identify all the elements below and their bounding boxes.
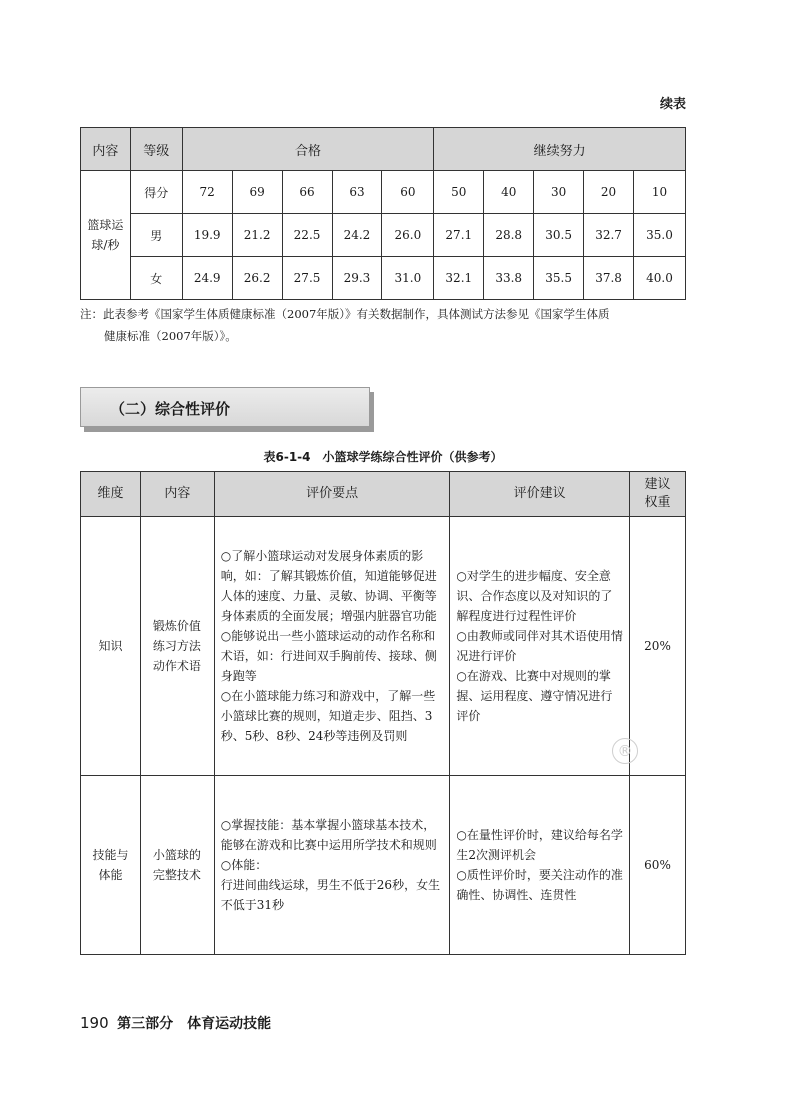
suggestion-item: ○质性评价时，要关注动作的准确性、协调性、连贯性 — [456, 868, 623, 902]
female-cell: 33.8 — [484, 257, 534, 300]
dimension-line2: 体能 — [98, 868, 123, 882]
page-footer — [80, 1013, 271, 1033]
header-weight-line2: 权重 — [644, 495, 671, 510]
content-knowledge — [140, 517, 214, 776]
male-cell: 24.2 — [332, 214, 382, 257]
point-item: ○掌握技能：基本掌握小篮球基本技术，能够在游戏和比赛中运用所学技术和规则 — [220, 818, 437, 852]
female-cell: 26.2 — [232, 257, 282, 300]
dimension-line1: 技能与 — [92, 848, 129, 862]
score-cell: 40 — [484, 171, 534, 214]
points-knowledge — [214, 517, 450, 776]
male-cell: 28.8 — [484, 214, 534, 257]
male-cell: 27.1 — [434, 214, 484, 257]
score-cell: 20 — [584, 171, 634, 214]
content-line: 练习方法 — [152, 639, 201, 653]
female-cell: 37.8 — [584, 257, 634, 300]
score-cell: 10 — [634, 171, 686, 214]
points-skill — [214, 776, 450, 955]
male-cell: 35.0 — [634, 214, 686, 257]
evaluation-table — [80, 471, 686, 955]
header-weight — [630, 472, 686, 517]
header-content: 内容 — [140, 472, 214, 517]
header-dimension: 维度 — [81, 472, 141, 517]
male-cell: 22.5 — [282, 214, 332, 257]
header-pass: 合格 — [182, 128, 434, 171]
score-cell: 66 — [282, 171, 332, 214]
row-label-line2: 球/秒 — [91, 238, 120, 252]
table-caption: 表6-1-4 小篮球学练综合性评价（供参考） — [263, 450, 503, 464]
suggestion-item: ○由教师或同伴对其术语使用情况进行评价 — [456, 629, 623, 663]
section-title: （二）综合性评价 — [110, 400, 231, 418]
content-line: 锻炼价值 — [152, 619, 201, 633]
female-cell: 27.5 — [282, 257, 332, 300]
row-male-label: 男 — [130, 214, 182, 257]
male-cell: 32.7 — [584, 214, 634, 257]
suggestion-item: ○对学生的进步幅度、安全意识、合作态度以及对知识的了解程度进行过程性评价 — [456, 569, 613, 623]
continued-label: 续表 — [659, 97, 686, 112]
part-title: 第三部分 体育运动技能 — [117, 1016, 272, 1032]
score-cell: 69 — [232, 171, 282, 214]
header-content: 内容 — [81, 128, 131, 171]
score-cell: 60 — [382, 171, 434, 214]
female-cell: 31.0 — [382, 257, 434, 300]
weight-knowledge: 20% — [630, 517, 686, 776]
registered-watermark-icon: ® — [612, 738, 638, 764]
header-keep-working: 继续努力 — [434, 128, 686, 171]
weight-skill: 60% — [630, 776, 686, 955]
female-cell: 35.5 — [534, 257, 584, 300]
point-item: ○了解小篮球运动对发展身体素质的影响，如：了解其锻炼价值，知道能够促进人体的速度、力量、灵敏、协调、平衡等身体素质的全面发展；增强内脏器官功能 — [220, 549, 437, 623]
note-line1: 注：此表参考《国家学生体质健康标准（2007年版）》有关数据制作，具体测试方法参见《国家学生体质 — [80, 307, 610, 321]
header-suggestion: 评价建议 — [450, 472, 630, 517]
female-cell: 24.9 — [182, 257, 232, 300]
header-weight-line1: 建议 — [644, 477, 671, 492]
row-label-dribble — [81, 171, 131, 300]
score-cell: 30 — [534, 171, 584, 214]
content-line: 小篮球的 — [152, 848, 201, 862]
score-table — [80, 127, 686, 300]
score-cell: 50 — [434, 171, 484, 214]
table-note — [80, 303, 690, 347]
row-score-label: 得分 — [130, 171, 182, 214]
suggestion-item: ○在游戏、比赛中对规则的掌握、运用程度、遵守情况进行评价 — [456, 669, 613, 723]
header-points: 评价要点 — [214, 472, 450, 517]
dimension-skill — [81, 776, 141, 955]
point-item: 行进间曲线运球，男生不低于26秒，女生不低于31秒 — [220, 878, 441, 912]
note-line2: 健康标准（2007年版）》。 — [104, 329, 237, 343]
score-cell: 63 — [332, 171, 382, 214]
row-female-label: 女 — [130, 257, 182, 300]
dimension-knowledge: 知识 — [81, 517, 141, 776]
male-cell: 21.2 — [232, 214, 282, 257]
suggestion-item: ○在量性评价时，建议给每名学生2次测评机会 — [456, 828, 623, 862]
point-item: ○能够说出一些小篮球运动的动作名称和术语，如：行进间双手胸前传、接球、侧身跑等 — [220, 629, 437, 683]
header-level: 等级 — [130, 128, 182, 171]
score-cell: 72 — [182, 171, 232, 214]
male-cell: 26.0 — [382, 214, 434, 257]
page-number: 190 — [80, 1014, 109, 1032]
content-line: 完整技术 — [152, 868, 201, 882]
male-cell: 19.9 — [182, 214, 232, 257]
point-item: ○在小篮球能力练习和游戏中，了解一些小篮球比赛的规则，知道走步、阻挡、3秒、5秒、8秒、24秒等违例及罚则 — [220, 689, 436, 743]
male-cell: 30.5 — [534, 214, 584, 257]
point-item: ○体能： — [220, 858, 268, 872]
female-cell: 32.1 — [434, 257, 484, 300]
female-cell: 40.0 — [634, 257, 686, 300]
row-label-line1: 篮球运 — [87, 218, 124, 232]
suggestions-knowledge — [450, 517, 630, 776]
content-skill — [140, 776, 214, 955]
content-line: 动作术语 — [152, 659, 201, 673]
female-cell: 29.3 — [332, 257, 382, 300]
suggestions-skill — [450, 776, 630, 955]
